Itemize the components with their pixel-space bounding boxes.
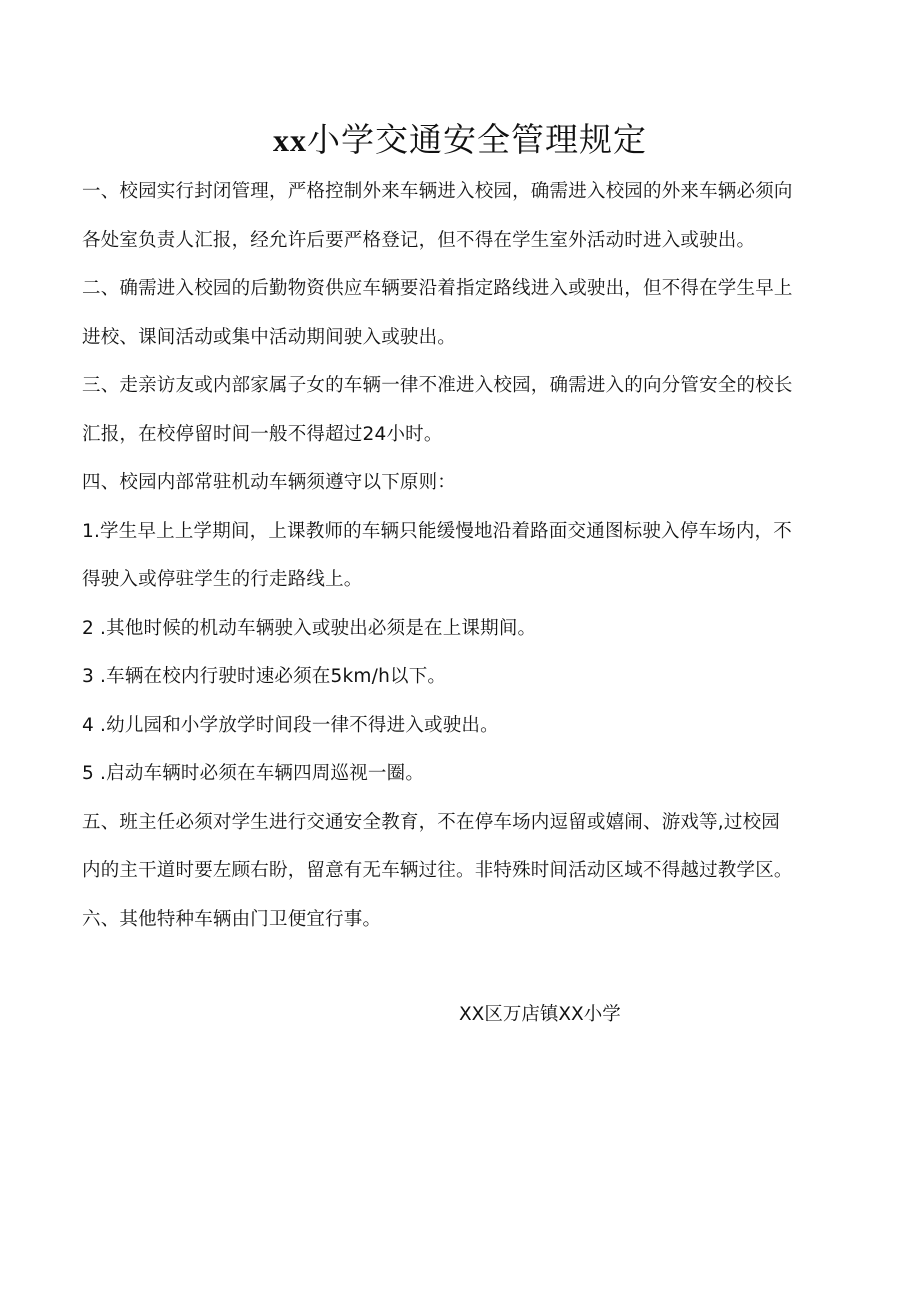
rule-line: 4 .幼儿园和小学放学时间段一律不得进入或驶出。 (82, 714, 499, 736)
rule-line: 3 .车辆在校内行驶时速必须在5km/h以下。 (82, 666, 447, 687)
page-title (0, 116, 920, 164)
rule-line: 汇报，在校停留时间一般不得超过24小时。 (82, 423, 443, 445)
rule-line: 六、其他特种车辆由门卫便宜行事。 (82, 908, 382, 930)
rule-line: 三、走亲访友或内部家属子女的车辆一律不准进入校园，确需进入的向分管安全的校长 (82, 375, 793, 396)
title-prefix: xx (273, 122, 307, 158)
rule-line: 内的主干道时要左顾右盼，留意有无车辆过往。非特殊时间活动区域不得越过教学区。 (82, 860, 793, 881)
rule-line: 1.学生早上上学期间，上课教师的车辆只能缓慢地沿着路面交通图标驶入停车场内，不 (82, 520, 792, 542)
rule-line: 五、班主任必须对学生进行交通安全教育，不在停车场内逗留或嬉闹、游戏等,过校园 (82, 811, 780, 833)
rule-line: 四、校园内部常驻机动车辆须遵守以下原则： (82, 472, 457, 493)
rule-line: 5 .启动车辆时必须在车辆四周巡视一圈。 (82, 763, 425, 784)
rule-line: 得驶入或停驻学生的行走路线上。 (82, 569, 363, 590)
signature: XX区万店镇XX小学 (459, 1004, 621, 1025)
rule-line: 2 .其他时候的机动车辆驶入或驶出必须是在上课期间。 (82, 617, 537, 639)
rule-line: 进校、课间活动或集中活动期间驶入或驶出。 (82, 326, 457, 348)
rule-line: 二、确需进入校园的后勤物资供应车辆要沿着指定路线进入或驶出，但不得在学生早上 (82, 278, 793, 299)
rule-line: 一、校园实行封闭管理，严格控制外来车辆进入校园，确需进入校园的外来车辆必须向 (82, 181, 793, 202)
title-main: 小学交通安全管理规定 (307, 120, 647, 159)
document-body (82, 168, 852, 944)
rule-line: 各处室负责人汇报，经允许后要严格登记，但不得在学生室外活动时进入或驶出。 (82, 229, 756, 251)
